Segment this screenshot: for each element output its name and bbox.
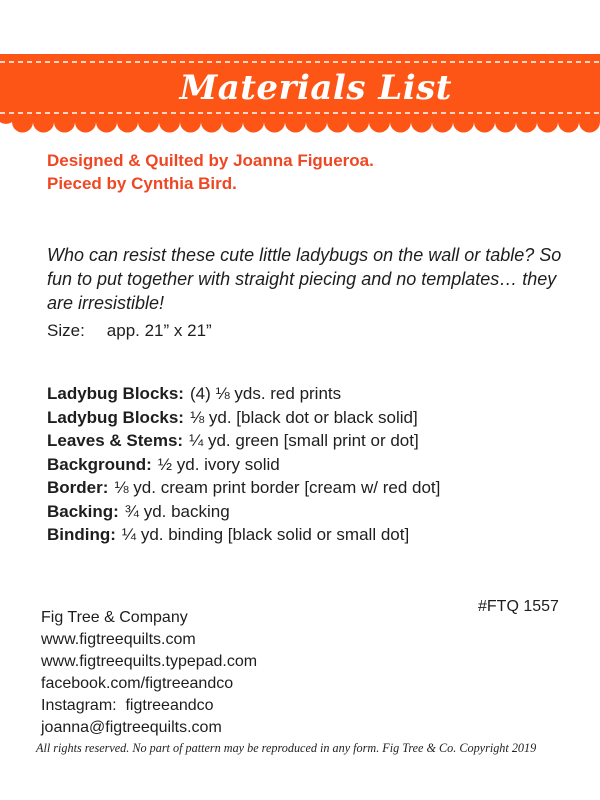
material-label: Border: xyxy=(47,478,109,497)
material-item xyxy=(47,500,440,524)
material-value: ⅛ yd. [black dot or black solid] xyxy=(189,407,418,427)
material-value: ⅛ yd. cream print border [cream w/ red dot] xyxy=(114,478,441,497)
pattern-code: #FTQ 1557 xyxy=(478,598,559,615)
instagram-label: Instagram: xyxy=(41,697,117,714)
material-item xyxy=(47,453,440,477)
size-value: app. 21” x 21” xyxy=(106,321,212,340)
material-value: ¾ yd. backing xyxy=(124,501,230,521)
facebook-link[interactable]: facebook.com/figtreeandco xyxy=(41,675,234,692)
material-value: ¼ yd. binding [black solid or small dot] xyxy=(121,525,410,544)
materials-list xyxy=(47,382,440,547)
company-name: Fig Tree & Company xyxy=(41,609,188,626)
material-label: Binding: xyxy=(47,525,116,544)
material-item xyxy=(47,382,440,406)
material-label: Backing: xyxy=(47,501,119,521)
designer-credit: Designed & Quilted by Joanna Figueroa. xyxy=(47,151,374,170)
material-value: ½ yd. ivory solid xyxy=(157,454,280,474)
credits xyxy=(47,149,374,195)
material-label: Ladybug Blocks: xyxy=(47,407,184,427)
piecer-credit: Pieced by Cynthia Bird. xyxy=(47,174,237,193)
material-label: Leaves & Stems: xyxy=(47,431,184,450)
size-label: Size: xyxy=(47,321,85,340)
website-link[interactable]: www.figtreequilts.com xyxy=(41,631,196,648)
material-item xyxy=(47,406,440,430)
blog-link[interactable]: www.figtreequilts.typepad.com xyxy=(41,653,258,670)
material-value: (4) ⅛ yds. red prints xyxy=(189,384,342,403)
instagram-line xyxy=(41,695,257,717)
instagram-handle[interactable]: figtreeandco xyxy=(125,697,214,714)
material-label: Background: xyxy=(47,454,152,474)
company-info xyxy=(41,607,257,739)
copyright-notice: All rights reserved. No part of pattern may be reproduced in any form. Fig Tree & Co. Copyright 2019 xyxy=(36,741,537,755)
material-value: ¼ yd. green [small print or dot] xyxy=(189,431,419,450)
banner-title: Materials List xyxy=(179,68,452,108)
material-item xyxy=(47,523,440,547)
email-link[interactable]: joanna@figtreequilts.com xyxy=(41,719,222,736)
materials-list-banner xyxy=(0,54,600,138)
intro-paragraph: Who can resist these cute little ladybugs on the wall or table? So fun to put together with straight piecing and no templates… they are irresistible! xyxy=(47,245,562,313)
material-item xyxy=(47,476,440,500)
material-label: Ladybug Blocks: xyxy=(47,384,184,403)
material-item xyxy=(47,429,440,453)
quilt-size xyxy=(47,321,212,341)
